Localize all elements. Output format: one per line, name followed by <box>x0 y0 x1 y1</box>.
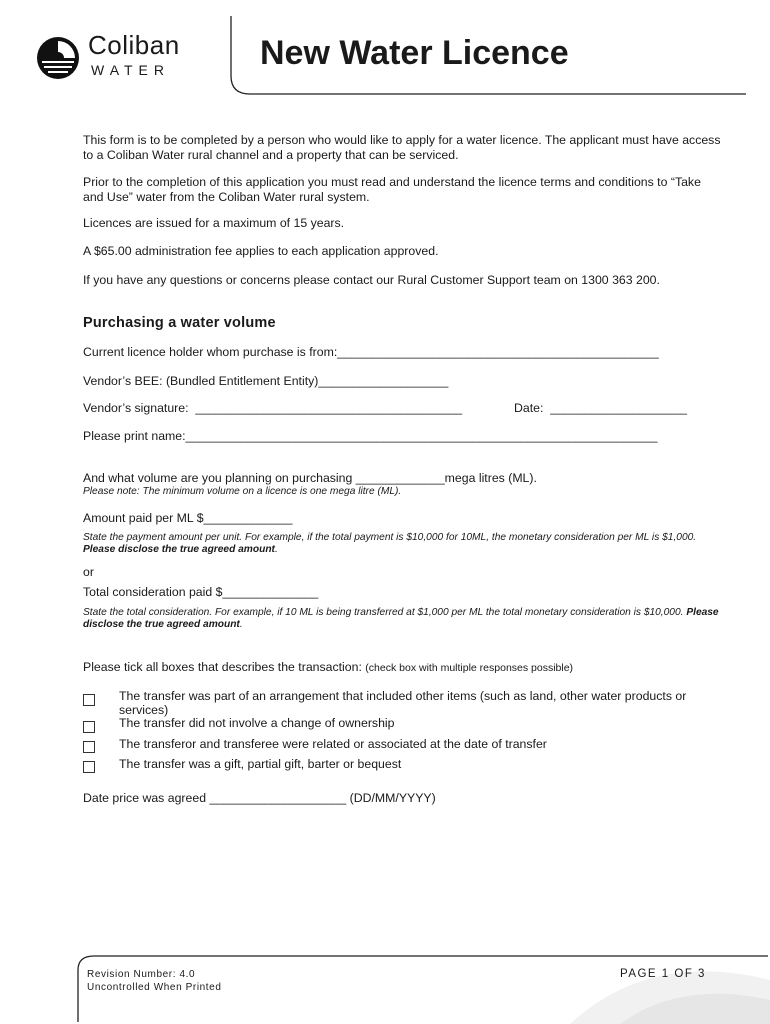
logo-subtitle: WATER <box>91 62 170 78</box>
tick-instructions <box>83 660 573 674</box>
coliban-logo-icon <box>36 36 80 80</box>
total-note-emphasis: Please disclose the true agreed amount <box>83 607 719 630</box>
or-separator: or <box>83 565 94 579</box>
volume-field[interactable]: And what volume are you planning on purchasing _____________mega litres (ML). <box>83 471 537 485</box>
tick-instructions-text: Please tick all boxes that describes the transaction: <box>83 660 366 674</box>
checkbox-label-1: The transfer was part of an arrangement that included other items (such as land, other water products or services) <box>119 689 687 717</box>
total-note <box>83 607 723 631</box>
checkbox-arrangement[interactable] <box>83 694 95 706</box>
amount-note-emphasis: Please disclose the true agreed amount <box>83 544 275 555</box>
page-number: PAGE 1 OF 3 <box>620 968 706 980</box>
intro-paragraph-5: If you have any questions or concerns please contact our Rural Customer Support team on 1300 363 200. <box>83 273 660 287</box>
intro-paragraph-4: A $65.00 administration fee applies to each application approved. <box>83 244 439 258</box>
vendor-signature-field[interactable]: Vendor’s signature: _______________________________________ <box>83 401 463 415</box>
amount-note-text: State the payment amount per unit. For example, if the total payment is $10,000 for 10ML, the monetary consideration per ML is $1,000. <box>83 532 697 543</box>
signature-date-field[interactable]: Date: ____________________ <box>514 401 688 415</box>
section-heading: Purchasing a water volume <box>83 315 276 331</box>
checkbox-no-ownership-change[interactable] <box>83 721 95 733</box>
vendor-bee-field[interactable]: Vendor’s BEE: (Bundled Entitlement Entity)___________________ <box>83 374 449 388</box>
print-name-field[interactable]: Please print name:_____________________________________________________________________ <box>83 429 658 443</box>
intro-paragraph-3: Licences are issued for a maximum of 15 years. <box>83 216 345 230</box>
amount-per-ml-field[interactable]: Amount paid per ML $_____________ <box>83 511 293 525</box>
checkbox-gift-barter[interactable] <box>83 761 95 773</box>
checkbox-label-4: The transfer was a gift, partial gift, barter or bequest <box>119 757 402 771</box>
total-consideration-field[interactable]: Total consideration paid $______________ <box>83 585 319 599</box>
licence-holder-field[interactable]: Current licence holder whom purchase is from:_______________________________________________ <box>83 345 659 359</box>
uncontrolled-notice: Uncontrolled When Printed <box>87 982 222 993</box>
checkbox-label-2: The transfer did not involve a change of ownership <box>119 716 395 730</box>
footer-revision <box>87 968 222 994</box>
total-note-text: State the total consideration. For example, if 10 ML is being transferred at $1,000 per ML the total monetary consideration is $10,000. <box>83 607 687 618</box>
checkbox-related-parties[interactable] <box>83 741 95 753</box>
tick-instructions-hint: (check box with multiple responses possible) <box>365 662 574 674</box>
logo-wordmark: Coliban <box>88 30 180 60</box>
checkbox-row-1[interactable] <box>83 689 733 717</box>
total-note-period: . <box>239 619 243 630</box>
date-price-agreed-field[interactable]: Date price was agreed ____________________ (DD/MM/YYYY) <box>83 791 436 805</box>
checkbox-label-3: The transferor and transferee were related or associated at the date of transfer <box>119 737 547 751</box>
volume-note: Please note: The minimum volume on a licence is one mega litre (ML). <box>83 486 402 497</box>
intro-paragraph-2: Prior to the completion of this application you must read and understand the licence terms and conditions to “Take and Use” water from the Coliban Water rural system. <box>83 175 701 204</box>
amount-note-period: . <box>274 544 278 555</box>
intro-paragraph-1: This form is to be completed by a person who would like to apply for a water licence. The applicant must have access to a Coliban Water rural channel and a property that can be serviced. <box>83 133 721 162</box>
amount-note <box>83 532 723 556</box>
revision-number: Revision Number: 4.0 <box>87 969 196 980</box>
page-title: New Water Licence <box>260 34 569 72</box>
